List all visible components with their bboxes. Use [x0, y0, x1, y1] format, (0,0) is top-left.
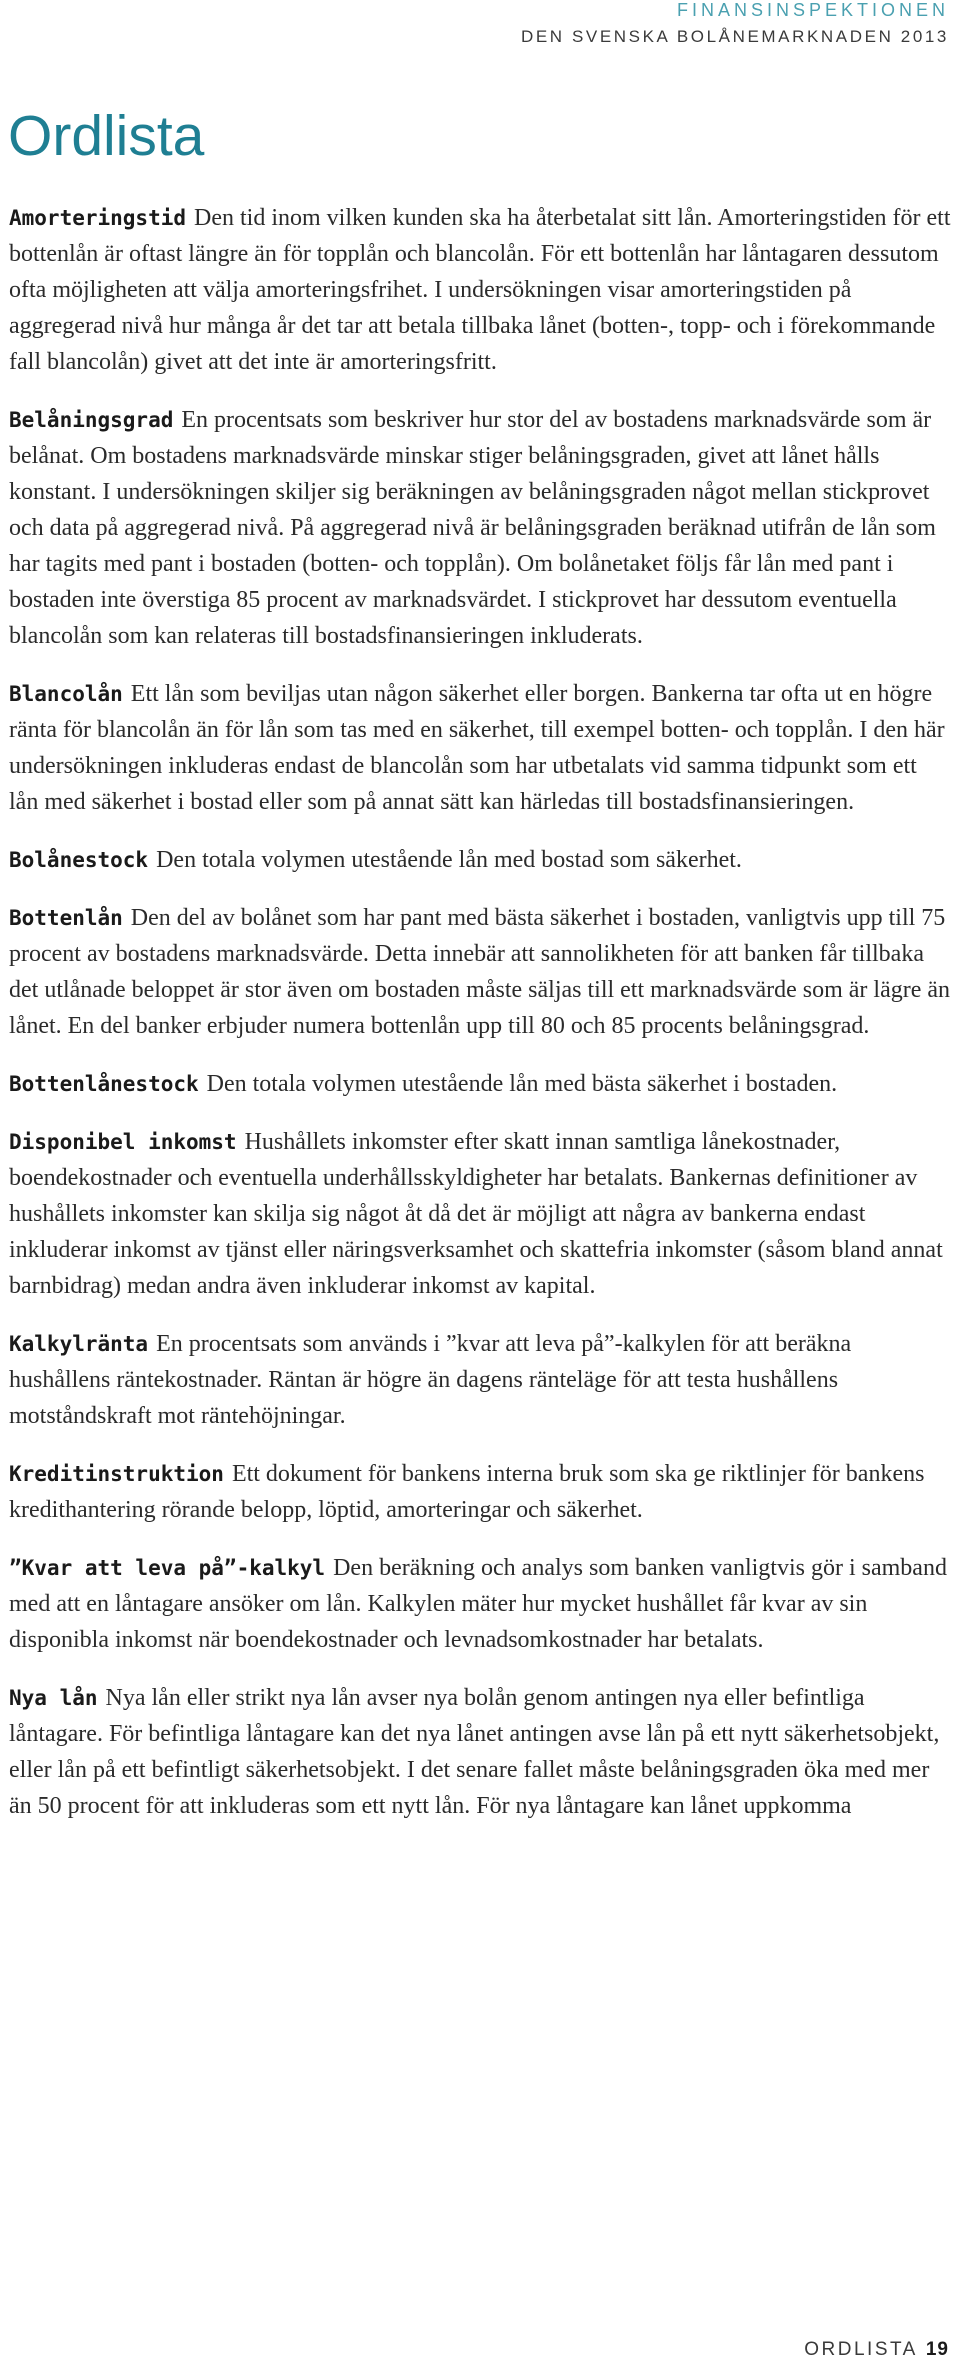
glossary-entry-bottenlanestock — [9, 1066, 951, 1102]
glossary-definition: Ett lån som beviljas utan någon säkerhet eller borgen. Bankerna tar ofta ut en högre ränta för blancolån än för lån som tas med en säkerhet, till exempel botten- och topplån. I den här undersökningen inkluderas endast de blancolån som har utbetalats vid samma tidpunkt som ett lån med säkerhet i bostad eller som på annat sätt kan härledas till bostadsfinansieringen. — [9, 681, 945, 815]
glossary-definition: Den tid inom vilken kunden ska ha återbetalat sitt lån. Amorteringstiden för ett bottenlån är oftast längre än för topplån och blancolån. För ett bottenlån har låntagaren dessutom ofta möjligheten att välja amorteringsfrihet. I undersökningen visar amorteringstiden på aggregerad nivå hur många år det tar att betala tillbaka lånet (botten-, topp- och i förekommande fall blancolån) givet att det inte är amorteringsfritt. — [9, 205, 951, 375]
report-title: DEN SVENSKA BOLÅNEMARKNADEN 2013 — [520, 27, 949, 46]
glossary-definition: Den beräkning och analys som banken vanligtvis gör i samband med att en låntagare ansöker om lån. Kalkylen mäter hur mycket hushållet får kvar av sin disponibla inkomst när boendekostnader och levnadsomkostnader har betalats. — [9, 1555, 947, 1653]
glossary-entry-bolanestock — [9, 842, 951, 878]
glossary-term: Bolånestock — [9, 848, 149, 872]
glossary-list — [9, 200, 951, 1846]
glossary-term: Bottenlån — [9, 906, 123, 930]
glossary-entry-blancolan — [9, 676, 951, 820]
footer-section-label: ORDLISTA — [804, 2339, 918, 2360]
glossary-entry-amorteringstid — [9, 200, 951, 380]
glossary-entry-disponibel-inkomst — [9, 1124, 951, 1304]
glossary-term: Bottenlånestock — [9, 1072, 199, 1096]
glossary-definition: Hushållets inkomster efter skatt innan samtliga lånekostnader, boendekostnader och eventuella underhållsskyldigheter har betalats. Bankernas definitioner av hushållets inkomster kan skilja sig något åt då det är möjligt att några av bankerna endast inkluderar inkomst av tjänst eller näringsverksamhet och skattefria inkomster (såsom bland annat barnbidrag) medan andra även inkluderar inkomst av kapital. — [9, 1129, 943, 1299]
glossary-term: Kalkylränta — [9, 1332, 149, 1356]
glossary-term: Nya lån — [9, 1686, 98, 1710]
glossary-definition: Ett dokument för bankens interna bruk som ska ge riktlinjer för bankens kredithantering rörande belopp, löptid, amorteringar och säkerhet. — [9, 1461, 925, 1523]
page-number: 19 — [925, 2339, 949, 2360]
glossary-definition: En procentsats som beskriver hur stor del av bostadens marknadsvärde som är belånat. Om bostadens marknadsvärde minskar stiger belåningsgraden, givet att lånet hålls konstant. I undersökningen skiljer sig beräkningen av belåningsgraden något mellan stickprovet och data på aggregerad nivå. På aggregerad nivå är belåningsgraden beräknad utifrån de lån som har tagits med pant i bostaden (botten- och topplån). Om bolånetaket följs får lån med pant i bostaden inte överstiga 85 procent av marknadsvärdet. I stickprovet har dessutom eventuella blancolån som kan relateras till bostadsfinansieringen inkluderats. — [9, 407, 936, 649]
glossary-definition: Den totala volymen utestående lån med bostad som säkerhet. — [156, 847, 742, 873]
page-header — [521, 0, 949, 49]
glossary-entry-kalkylranta — [9, 1326, 951, 1434]
glossary-entry-bottenlan — [9, 900, 951, 1044]
glossary-definition: Den totala volymen utestående lån med bästa säkerhet i bostaden. — [206, 1071, 838, 1097]
glossary-definition: Den del av bolånet som har pant med bästa säkerhet i bostaden, vanligtvis upp till 75 procent av bostadens marknadsvärde. Detta innebär att sannolikheten för att banken får tillbaka det utlånade beloppet är stor även om bostaden måste säljas till ett marknadsvärde som är lägre än lånet. En del banker erbjuder numera bottenlån upp till 80 och 85 procents belåningsgrad. — [9, 905, 951, 1039]
glossary-term: Disponibel inkomst — [9, 1130, 237, 1154]
glossary-definition: Nya lån eller strikt nya lån avser nya bolån genom antingen nya eller befintliga låntagare. För befintliga låntagare kan det nya lånet antingen avse lån på ett nytt säkerhetsobjekt, eller lån på ett befintligt säkerhetsobjekt. I det senare fallet måste belåningsgraden öka med mer än 50 procent för att inkluderas som ett nytt lån. För nya låntagare kan lånet uppkomma — [9, 1685, 940, 1819]
glossary-definition: En procentsats som används i ”kvar att leva på”-kalkylen för att beräkna hushållens räntekostnader. Räntan är högre än dagens ränteläge för att testa hushållens motståndskraft mot räntehöjningar. — [9, 1331, 852, 1429]
glossary-entry-kreditinstruktion — [9, 1456, 951, 1528]
glossary-term: Blancolån — [9, 682, 123, 706]
glossary-entry-kvar-att-leva-pa-kalkyl — [9, 1550, 951, 1658]
glossary-term: Belåningsgrad — [9, 408, 174, 432]
page-title: Ordlista — [8, 104, 205, 168]
glossary-entry-nya-lan — [9, 1680, 951, 1824]
page-footer — [804, 2338, 949, 2362]
glossary-term: Kreditinstruktion — [9, 1462, 224, 1486]
glossary-term: Amorteringstid — [9, 206, 187, 230]
organization-name: FINANSINSPEKTIONEN — [676, 0, 949, 20]
glossary-entry-belaningsgrad — [9, 402, 951, 654]
glossary-term: ”Kvar att leva på”-kalkyl — [9, 1556, 326, 1580]
